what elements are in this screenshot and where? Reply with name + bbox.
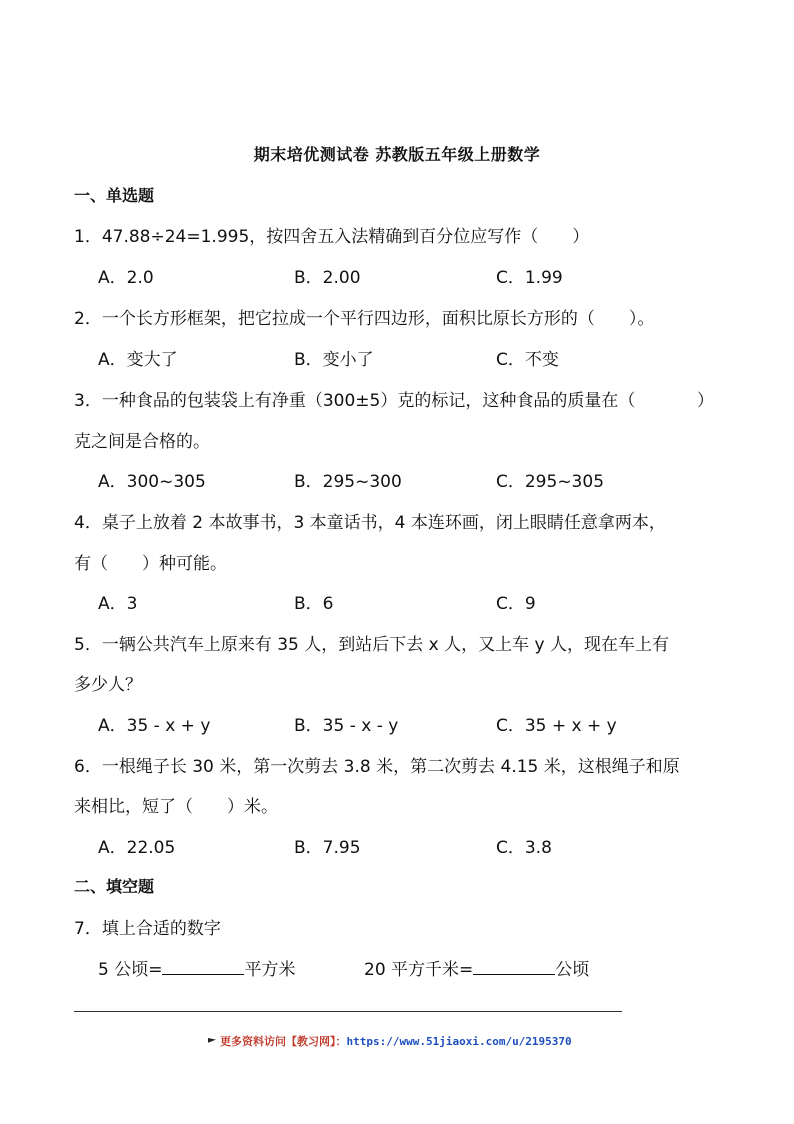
question-7-stem: 7．填上合适的数字 — [74, 919, 221, 939]
question-7-right-prefix: 20 平方千米= — [364, 960, 474, 980]
page-divider — [74, 1011, 622, 1012]
question-7-left-blank-row — [98, 955, 295, 980]
question-2-option-b: B．变小了 — [294, 350, 374, 370]
question-7-right-blank-row — [364, 955, 589, 980]
question-3-stem-line-2: 克之间是合格的。 — [74, 432, 210, 452]
footer-link[interactable]: https://www.51jiaoxi.com/u/2195370 — [346, 1035, 572, 1048]
page-title: 期末培优测试卷 苏教版五年级上册数学 — [253, 145, 541, 164]
question-5-stem-line-1: 5．一辆公共汽车上原来有 35 人，到站后下去 x 人，又上车 y 人，现在车上有 — [74, 635, 669, 655]
question-7-right-suffix: 公顷 — [555, 960, 590, 980]
question-4-option-c: C．9 — [496, 594, 536, 614]
question-5-option-a: A．35 - x + y — [98, 716, 211, 736]
footer — [208, 1033, 572, 1049]
question-6-stem-line-2: 来相比，短了（ ）米。 — [74, 797, 278, 817]
question-4-stem-line-1: 4．桌子上放着 2 本故事书，3 本童话书，4 本连环画，闭上眼睛任意拿两本， — [74, 513, 666, 533]
question-3-stem-line-1 — [74, 386, 714, 411]
question-4-stem-line-2: 有（ ）种可能。 — [74, 554, 227, 574]
question-5-option-b: B．35 - x - y — [294, 716, 399, 736]
question-6-option-c: C．3.8 — [496, 838, 552, 858]
question-6-stem-line-1: 6．一根绳子长 30 米，第一次剪去 3.8 米，第二次剪去 4.15 米，这根绳子和原 — [74, 757, 680, 777]
answer-blank-1[interactable] — [162, 958, 244, 975]
question-2-stem: 2．一个长方形框架，把它拉成一个平行四边形，面积比原长方形的（ ）。 — [74, 309, 655, 329]
flag-icon — [208, 1038, 216, 1046]
question-1-option-b: B．2.00 — [294, 268, 361, 288]
question-1-option-a: A．2.0 — [98, 268, 154, 288]
question-1-option-c: C．1.99 — [496, 268, 563, 288]
question-4-option-a: A．3 — [98, 594, 138, 614]
question-5-stem-line-2: 多少人？ — [74, 675, 142, 695]
footer-label: 更多资料访问【教习网】： — [220, 1035, 347, 1048]
question-7-left-prefix: 5 公顷= — [98, 960, 163, 980]
question-3-option-b: B．295~300 — [294, 472, 402, 492]
question-2-option-a: A．变大了 — [98, 350, 178, 370]
section-heading-fill-in: 二、填空题 — [74, 877, 155, 896]
question-3-option-c: C．295~305 — [496, 472, 605, 492]
question-3-stem-text: 3．一种食品的包装袋上有净重（300±5）克的标记，这种食品的质量在（ — [74, 391, 636, 411]
question-5-option-c: C．35 + x + y — [496, 716, 617, 736]
question-6-option-b: B．7.95 — [294, 838, 361, 858]
question-2-option-c: C．不变 — [496, 350, 559, 370]
section-heading-single-choice: 一、单选题 — [74, 186, 155, 205]
question-3-stem-bracket: ） — [697, 391, 714, 411]
question-1-stem: 1．47.88÷24=1.995，按四舍五入法精确到百分位应写作（ ） — [74, 227, 590, 247]
question-6-option-a: A．22.05 — [98, 838, 176, 858]
question-4-option-b: B．6 — [294, 594, 334, 614]
question-7-left-suffix: 平方米 — [244, 960, 296, 980]
question-3-option-a: A．300~305 — [98, 472, 206, 492]
answer-blank-2[interactable] — [473, 958, 555, 975]
